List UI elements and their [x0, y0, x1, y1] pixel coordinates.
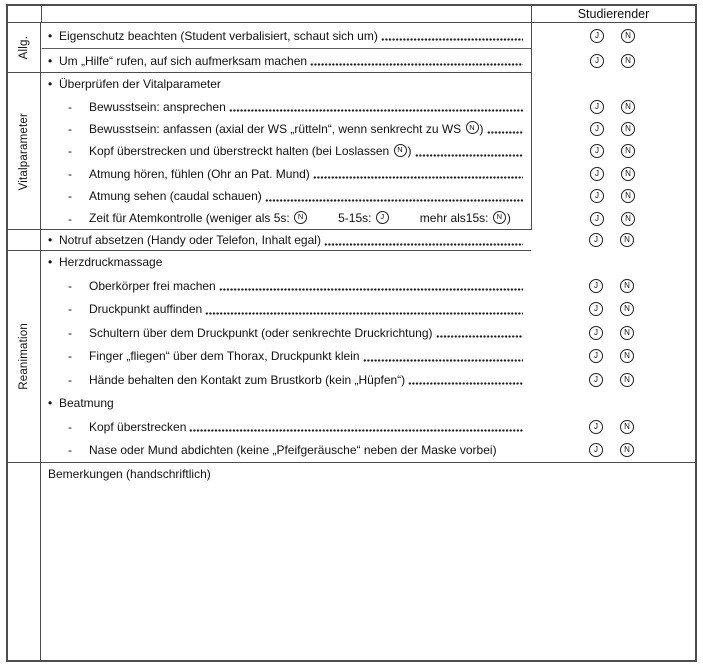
- checklist-row: [41, 207, 695, 229]
- option-yes-circle[interactable]: J: [590, 100, 604, 114]
- row-content: [41, 167, 531, 181]
- rating-cell: [531, 95, 695, 117]
- option-yes-circle[interactable]: J: [590, 212, 604, 226]
- remarks-label: Bemerkungen (handschriftlich): [48, 467, 211, 482]
- rating-cell: [531, 23, 695, 48]
- dash-icon: -: [68, 349, 72, 364]
- bullet-icon: •: [48, 233, 53, 248]
- remarks-section: [8, 462, 695, 660]
- inline-option-no-icon: N: [466, 121, 479, 134]
- section-rows: [41, 251, 695, 463]
- row-text: Um „Hilfe“ rufen, auf sich aufmerksam machen: [59, 53, 308, 68]
- checklist-row: [41, 439, 695, 463]
- row-content: [41, 326, 531, 340]
- dotted-leader: [189, 420, 523, 434]
- row-content: [41, 100, 531, 114]
- row-text: Kopf überstrecken und überstreckt halten (bei Loslassen N ): [89, 144, 412, 159]
- checklist-row: [41, 73, 695, 95]
- rating-cell: [531, 392, 695, 416]
- rating-cell: [531, 230, 695, 251]
- dash-icon: -: [68, 189, 72, 204]
- row-content: [41, 302, 531, 316]
- dotted-leader: [219, 279, 523, 293]
- dash-icon: -: [68, 419, 72, 434]
- row-content: [41, 255, 531, 269]
- option-yes-circle[interactable]: J: [590, 189, 604, 203]
- dash-icon: -: [68, 372, 72, 387]
- option-yes-circle[interactable]: J: [589, 373, 603, 387]
- inline-option-yes-icon: J: [376, 211, 389, 224]
- option-no-circle[interactable]: N: [620, 443, 634, 457]
- checklist-row: [41, 23, 695, 48]
- rating-cell: [531, 207, 695, 229]
- row-text: Druckpunkt auffinden: [89, 302, 203, 317]
- row-text: Bewusstsein: anfassen (axial der WS „rütteln“, wenn senkrecht zu WS N ): [89, 121, 484, 136]
- rating-cell: [531, 298, 695, 322]
- option-yes-circle[interactable]: J: [589, 233, 603, 247]
- dotted-leader: [381, 29, 523, 43]
- option-no-circle[interactable]: N: [620, 349, 634, 363]
- header-criteria-spacer: [42, 6, 531, 22]
- option-yes-circle[interactable]: J: [590, 122, 604, 136]
- dash-icon: -: [68, 443, 72, 458]
- row-text: Herzdruckmassage: [59, 255, 163, 270]
- dotted-leader: [205, 302, 523, 316]
- remarks-area[interactable]: [41, 463, 695, 660]
- option-no-circle[interactable]: N: [620, 420, 634, 434]
- dotted-leader: [436, 326, 524, 340]
- checklist-row: [41, 345, 695, 369]
- bullet-icon: •: [48, 53, 53, 68]
- section-label-cell: [8, 230, 41, 251]
- row-text: Atmung hören, fühlen (Ohr an Pat. Mund): [89, 166, 310, 181]
- section-rows: [41, 230, 695, 251]
- option-no-circle[interactable]: N: [621, 29, 635, 43]
- section-label: Vitalparameter: [18, 112, 30, 191]
- section-label-cell: [8, 23, 41, 73]
- option-yes-circle[interactable]: J: [589, 349, 603, 363]
- rating-cell: [531, 73, 695, 95]
- row-content: [41, 54, 531, 68]
- row-content: [41, 211, 531, 225]
- dotted-leader: [324, 233, 523, 247]
- option-yes-circle[interactable]: J: [590, 167, 604, 181]
- rating-cell: [531, 321, 695, 345]
- rating-cell: [531, 274, 695, 298]
- option-no-circle[interactable]: N: [620, 373, 634, 387]
- rating-cell: [531, 48, 695, 73]
- row-text: Oberkörper frei machen: [89, 278, 216, 293]
- row-content: [41, 189, 531, 203]
- checklist-row: [41, 118, 695, 140]
- row-content: [41, 443, 531, 457]
- dotted-leader: [265, 189, 523, 203]
- row-divider-line: [42, 48, 531, 49]
- checklist-row: [41, 185, 695, 207]
- dotted-leader: [363, 349, 523, 363]
- row-text: Finger „fliegen“ über dem Thorax, Druckpunkt klein: [89, 349, 360, 364]
- dash-icon: -: [68, 302, 72, 317]
- dotted-leader: [487, 122, 524, 136]
- option-yes-circle[interactable]: J: [589, 302, 603, 316]
- option-yes-circle[interactable]: J: [590, 144, 604, 158]
- checklist-row: [41, 230, 695, 251]
- checklist-row: [41, 95, 695, 117]
- row-text: Nase oder Mund abdichten (keine „Pfeifgeräusche“ neben der Maske vorbei): [89, 443, 497, 458]
- section-label-cell: [8, 73, 41, 230]
- bullet-icon: •: [48, 28, 53, 43]
- option-yes-circle[interactable]: J: [589, 279, 603, 293]
- table-header: [8, 6, 695, 23]
- rating-cell: [531, 140, 695, 162]
- option-yes-circle[interactable]: J: [590, 54, 604, 68]
- inline-option-no-icon: N: [493, 211, 506, 224]
- dotted-leader: [229, 100, 523, 114]
- checklist-row: [41, 48, 695, 73]
- row-text: Zeit für Atemkontrolle (weniger als 5s: N 5-15s: J mehr als15s: N ): [89, 211, 511, 226]
- row-content: [41, 77, 531, 91]
- row-content: [41, 279, 531, 293]
- option-yes-circle[interactable]: J: [589, 443, 603, 457]
- option-no-circle[interactable]: N: [621, 144, 635, 158]
- header-label-spacer: [8, 6, 42, 22]
- checklist-row: [41, 392, 695, 416]
- row-text: Atmung sehen (caudal schauen): [89, 189, 262, 204]
- checklist-row: [41, 163, 695, 185]
- checklist-row: [41, 251, 695, 275]
- section-label-cell: [8, 251, 41, 463]
- option-no-circle[interactable]: N: [620, 233, 634, 247]
- option-no-circle[interactable]: N: [621, 100, 635, 114]
- dash-icon: -: [68, 144, 72, 159]
- rating-cell: [531, 415, 695, 439]
- dash-icon: -: [68, 278, 72, 293]
- sections-container: [8, 23, 695, 462]
- rating-cell: [531, 185, 695, 207]
- rating-cell: [531, 368, 695, 392]
- option-yes-circle[interactable]: J: [590, 29, 604, 43]
- dotted-leader: [310, 54, 523, 68]
- checklist-row: [41, 415, 695, 439]
- section-row-2: [8, 230, 695, 251]
- checklist-row: [41, 368, 695, 392]
- row-content: [41, 396, 531, 410]
- option-no-circle[interactable]: N: [621, 122, 635, 136]
- row-text: Eigenschutz beachten (Student verbalisiert, schaut sich um): [59, 28, 378, 43]
- dash-icon: -: [68, 166, 72, 181]
- option-no-circle[interactable]: N: [620, 302, 634, 316]
- rating-cell: [531, 163, 695, 185]
- section-reanimation: [8, 251, 695, 463]
- row-text: Hände behalten den Kontakt zum Brustkorb (kein „Hüpfen“): [89, 372, 406, 387]
- section-vitalparameter: [8, 73, 695, 230]
- checklist-row: [41, 298, 695, 322]
- checklist-row: [41, 321, 695, 345]
- rating-cell: [531, 439, 695, 463]
- row-content: [41, 349, 531, 363]
- option-yes-circle[interactable]: J: [589, 420, 603, 434]
- option-no-circle[interactable]: N: [621, 212, 635, 226]
- dotted-leader: [408, 373, 523, 387]
- inline-option-no-icon: N: [394, 144, 407, 157]
- row-content: [41, 122, 531, 136]
- dotted-leader: [313, 167, 523, 181]
- section-allg: [8, 23, 695, 73]
- dash-icon: -: [68, 325, 72, 340]
- section-rows: [41, 73, 695, 230]
- bullet-icon: •: [48, 396, 53, 411]
- dash-icon: -: [68, 121, 72, 136]
- checklist-row: [41, 140, 695, 162]
- row-text: Beatmung: [59, 396, 114, 411]
- checklist-row: [41, 274, 695, 298]
- bullet-icon: •: [48, 255, 53, 270]
- dash-icon: -: [68, 211, 72, 226]
- dash-icon: -: [68, 99, 72, 114]
- rating-cell: [531, 118, 695, 140]
- row-text: Überprüfen der Vitalparameter: [59, 77, 221, 92]
- row-text: Notruf absetzen (Handy oder Telefon, Inhalt egal): [59, 233, 321, 248]
- section-label: Allg.: [18, 36, 30, 60]
- checklist-form: [6, 4, 697, 662]
- row-content: [41, 373, 531, 387]
- option-no-circle[interactable]: N: [621, 189, 635, 203]
- row-text: Bewusstsein: ansprechen: [89, 99, 226, 114]
- row-content: [41, 420, 531, 434]
- inline-option-no-icon: N: [294, 211, 307, 224]
- row-content: [41, 144, 531, 158]
- row-text: Kopf überstrecken: [89, 419, 187, 434]
- option-no-circle[interactable]: N: [621, 167, 635, 181]
- dotted-leader: [415, 144, 523, 158]
- bullet-icon: •: [48, 77, 53, 92]
- section-label: Reanimation: [18, 323, 30, 390]
- remarks-label-spacer: [8, 463, 41, 660]
- rating-cell: [531, 251, 695, 275]
- row-content: [41, 233, 531, 247]
- row-text: Schultern über dem Druckpunkt (oder senkrechte Druckrichtung): [89, 325, 433, 340]
- column-header-studierender: Studierender: [531, 6, 695, 22]
- option-no-circle[interactable]: N: [620, 279, 634, 293]
- option-yes-circle[interactable]: J: [589, 326, 603, 340]
- option-no-circle[interactable]: N: [621, 54, 635, 68]
- row-content: [41, 29, 531, 43]
- option-no-circle[interactable]: N: [620, 326, 634, 340]
- rating-cell: [531, 345, 695, 369]
